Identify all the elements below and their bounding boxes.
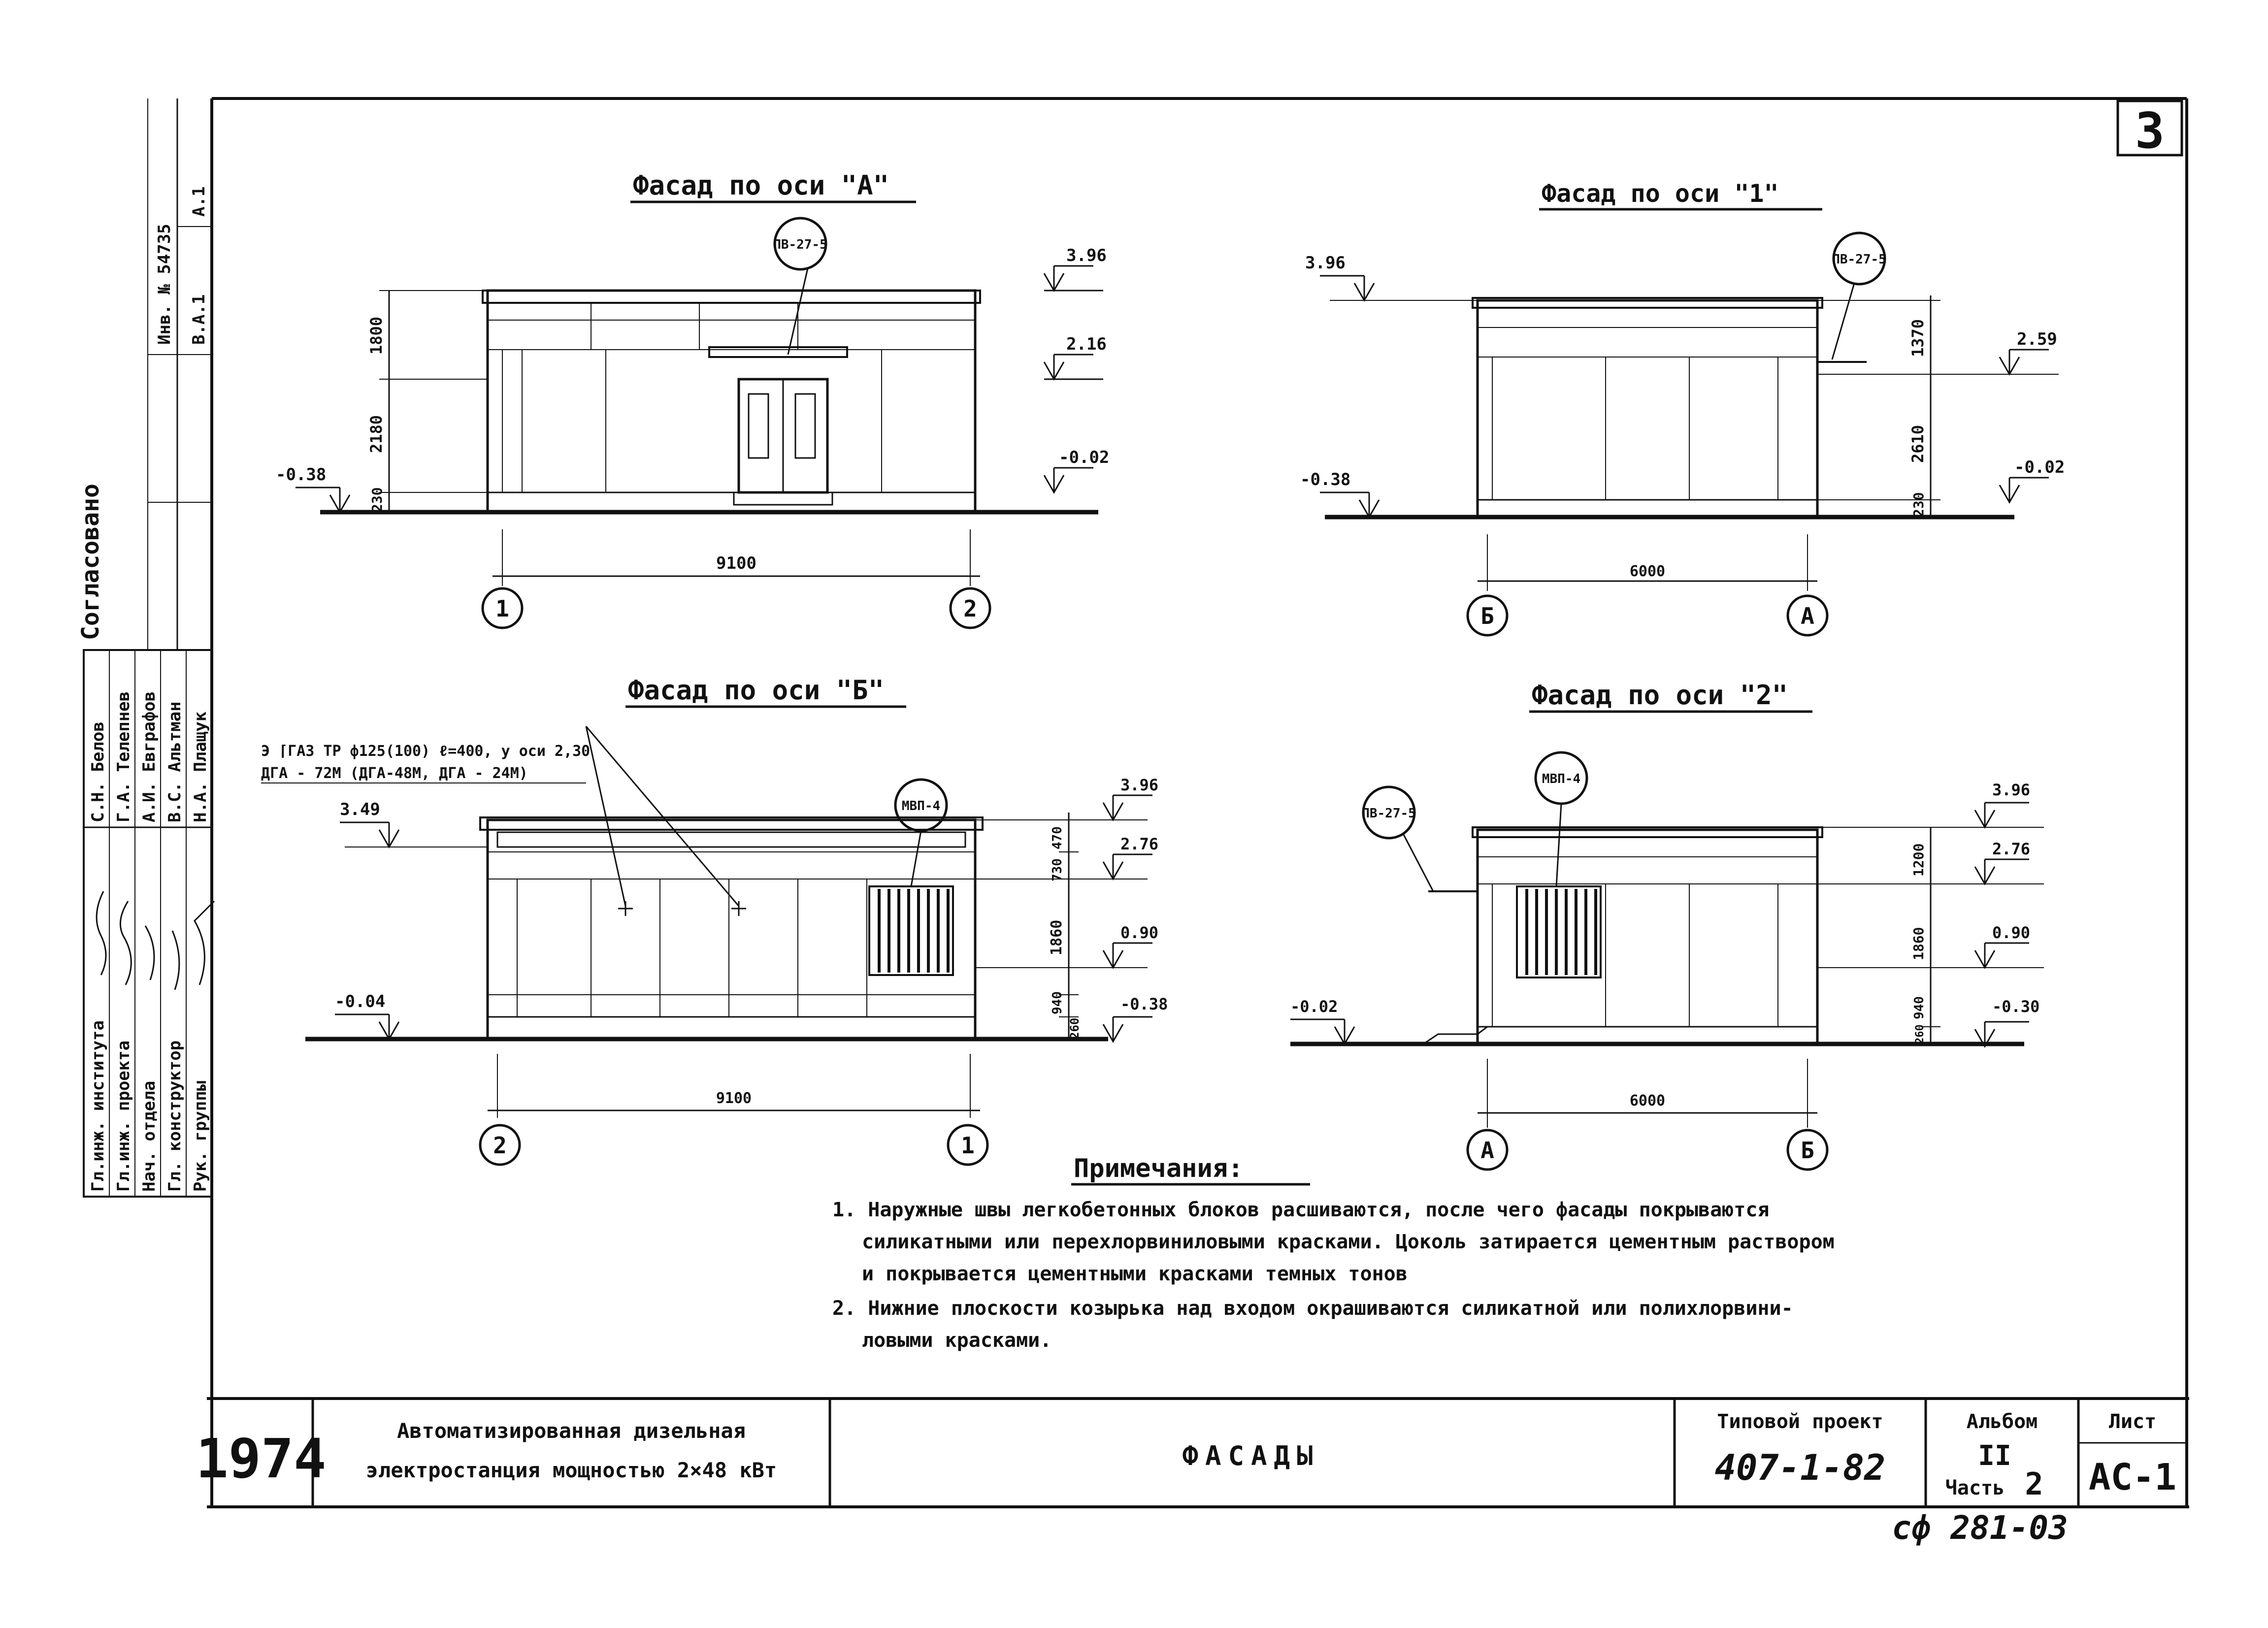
facade-2-elev-4: -0.30 <box>1992 997 2040 1016</box>
title-year: 1974 <box>196 1427 327 1490</box>
sheet-frame <box>207 98 2189 1507</box>
facade-b <box>261 675 1168 1165</box>
facade-2-elev-5: -0.02 <box>1290 997 1338 1016</box>
stamp-mark-1: А.1 <box>189 186 209 217</box>
typical-project-value: 407-1-82 <box>1714 1447 1886 1488</box>
stamp-name-1: С.Н. Белов <box>88 721 108 822</box>
facade-b-note-1: Э ⌈ГАЗ ТР ф125(100) ℓ=400, у оси 2,30 <box>261 743 591 760</box>
stamp-role-4: Гл. конструктор <box>165 1040 185 1192</box>
facade-2-dim-3: 940 <box>1912 996 1927 1019</box>
inventory-number: Инв. № 54735 <box>155 224 174 345</box>
facade-2 <box>1290 680 2044 1170</box>
notes-line-4: 2. Нижние плоскости козырька над входом окрашиваются силикатной или полихлорвини- <box>832 1297 1793 1320</box>
notes-line-3: и покрывается цементными красками темных тонов <box>862 1263 1408 1285</box>
facade-a-dim-3: 230 <box>369 487 385 512</box>
facade-b-callout: МВП-4 <box>901 799 941 814</box>
part-label: Часть <box>1945 1477 2005 1499</box>
facade-1-elev-3: -0.02 <box>2014 457 2065 477</box>
facade-a <box>276 170 1109 628</box>
facade-a-elev-2: 2.16 <box>1066 334 1107 354</box>
facade-1-axis-2: А <box>1801 603 1814 629</box>
stamp-name-3: А.И. Евграфов <box>139 691 159 822</box>
sheet-title: ФАСАДЫ <box>1182 1440 1320 1471</box>
typical-project-label: Типовой проект <box>1717 1410 1883 1433</box>
facade-1 <box>1300 179 2065 635</box>
facade-2-dim-1: 1200 <box>1910 843 1927 877</box>
part-value: 2 <box>2025 1466 2043 1502</box>
facade-2-elev-1: 3.96 <box>1992 781 2031 799</box>
sheet-label: Лист <box>2108 1410 2157 1433</box>
facade-1-dim-2: 2610 <box>1908 424 1927 463</box>
facade-2-dim-4: 260 <box>1914 1024 1926 1044</box>
stamp-role-2: Гл.инж. проекта <box>114 1040 133 1192</box>
facade-1-callout: ПВ-27-5 <box>1832 252 1886 267</box>
stamp-name-4: В.С. Альтман <box>165 701 185 822</box>
album-value: II <box>1978 1440 2011 1472</box>
notes-line-2: силикатными или перехлорвиниловыми красками. Цоколь затирается цементным раствором <box>862 1231 1835 1253</box>
facade-a-title: Фасад по оси "А" <box>633 170 889 201</box>
facade-b-elev-3: 3.96 <box>1120 776 1159 794</box>
facade-b-axis-2: 1 <box>961 1132 975 1159</box>
facade-b-title: Фасад по оси "Б" <box>628 675 885 706</box>
facade-a-elev-4: -0.38 <box>276 465 327 485</box>
facade-a-dim-2: 2180 <box>367 415 386 453</box>
agreed-label: Согласовано <box>77 484 104 640</box>
sheet-number: 3 <box>2135 102 2165 160</box>
facade-b-axis-1: 2 <box>493 1132 507 1159</box>
facade-b-dim-4: 940 <box>1050 991 1065 1014</box>
album-label: Альбом <box>1966 1410 2038 1433</box>
facade-2-callout-2: МВП-4 <box>1542 772 1581 786</box>
facade-1-dim-1: 1370 <box>1908 319 1927 357</box>
stamp-mark-2: В.А.1 <box>189 294 209 345</box>
stamp-name-5: Н.А. Плащук <box>191 711 210 822</box>
facade-2-dim-h: 6000 <box>1629 1092 1666 1109</box>
facade-b-dim-1: 470 <box>1050 826 1065 849</box>
notes <box>832 1154 1835 1352</box>
stamp-role-3: Нач. отдела <box>139 1080 159 1192</box>
facade-b-elev-6: -0.38 <box>1120 995 1168 1013</box>
facade-b-dim-h: 9100 <box>716 1090 752 1107</box>
facade-a-axis-2: 2 <box>963 595 977 622</box>
stamp-role-1: Гл.инж. института <box>88 1020 108 1192</box>
facade-a-elev-1: 3.96 <box>1066 246 1107 265</box>
facade-1-dim-3: 230 <box>1910 492 1927 517</box>
facade-2-elev-3: 0.90 <box>1992 923 2031 942</box>
notes-line-1: 1. Наружные швы легкобетонных блоков расшиваются, после чего фасады покрываются <box>832 1199 1770 1221</box>
facade-2-elev-2: 2.76 <box>1992 840 2031 858</box>
project-name-line-1: Автоматизированная дизельная <box>396 1419 746 1443</box>
facade-b-note-2: ДГА - 72М (ДГА-48М, ДГА - 24М) <box>261 765 528 782</box>
facade-a-callout: ПВ-27-5 <box>773 237 827 252</box>
facade-b-elev-2: -0.04 <box>335 992 386 1011</box>
title-block <box>196 1399 2189 1547</box>
facade-b-elev-5: 0.90 <box>1120 923 1159 942</box>
stamp-role-5: Рук. группы <box>191 1080 210 1192</box>
facade-1-axis-1: Б <box>1480 603 1494 629</box>
facade-b-dim-3: 1860 <box>1048 919 1065 955</box>
notes-line-5: ловыми красками. <box>862 1329 1052 1352</box>
facade-a-dim-h: 9100 <box>716 554 756 573</box>
facade-b-elev-1: 3.49 <box>340 800 380 819</box>
facade-2-axis-2: Б <box>1801 1137 1814 1164</box>
facade-a-dim-1: 1800 <box>367 316 386 355</box>
drawing-code: сф 281-03 <box>1892 1509 2068 1547</box>
side-stamp <box>77 98 214 1197</box>
facade-1-elev-4: -0.38 <box>1300 470 1351 489</box>
sheet-value: АС-1 <box>2088 1456 2177 1498</box>
project-name-line-2: электростанция мощностью 2×48 кВт <box>365 1458 777 1482</box>
facade-a-elev-3: -0.02 <box>1059 448 1110 467</box>
facade-2-dim-2: 1860 <box>1910 927 1927 960</box>
facade-1-elev-1: 3.96 <box>1305 253 1346 273</box>
facade-2-axis-1: А <box>1480 1137 1494 1164</box>
facade-1-title: Фасад по оси "1" <box>1542 179 1779 208</box>
facade-b-dim-2: 730 <box>1050 858 1065 881</box>
facade-1-dim-h: 6000 <box>1629 563 1666 580</box>
facade-2-title: Фасад по оси "2" <box>1532 680 1788 711</box>
stamp-name-2: Г.А. Телепнев <box>114 691 133 822</box>
facade-b-dim-5: 260 <box>1068 1017 1082 1039</box>
facade-a-axis-1: 1 <box>495 595 509 622</box>
notes-heading: Примечания: <box>1074 1154 1244 1183</box>
facade-b-elev-4: 2.76 <box>1120 835 1159 853</box>
facade-2-callout-1: ПВ-27-5 <box>1362 806 1416 821</box>
facade-1-elev-2: 2.59 <box>2017 329 2057 349</box>
